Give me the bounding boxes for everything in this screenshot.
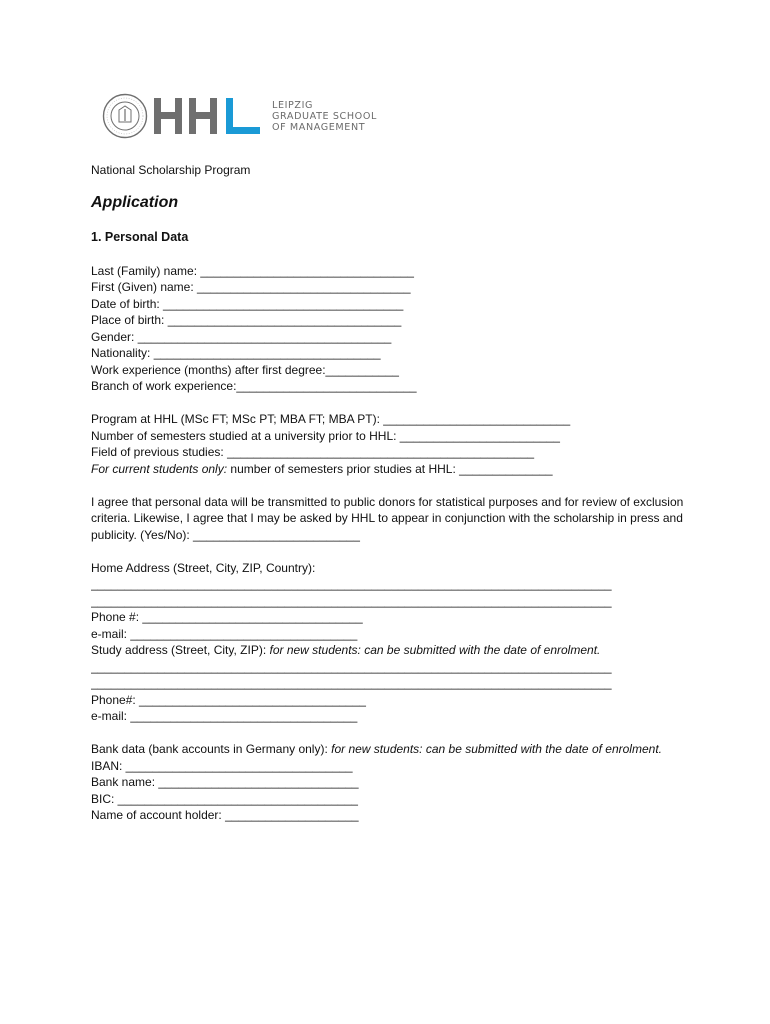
place-of-birth-field[interactable]: Place of birth: ___________________________________ — [91, 313, 402, 327]
study-address-label — [91, 642, 691, 659]
current-students-note: For current students only: — [91, 461, 228, 476]
logo-line: OF MANAGEMENT — [272, 121, 366, 133]
logo-line: LEIPZIG — [272, 99, 314, 111]
home-email-field[interactable]: e-mail: __________________________________ — [91, 626, 358, 641]
iban-field[interactable]: IBAN: __________________________________ — [91, 758, 353, 773]
nationality-field[interactable]: Nationality: __________________________________ — [91, 346, 381, 360]
home-address-line[interactable]: ______________________________________________________________________________ — [91, 593, 612, 608]
home-address-label: Home Address (Street, City, ZIP, Country): — [91, 560, 316, 575]
last-name-field[interactable]: Last (Family) name: ________________________________ — [91, 263, 414, 278]
bic-field[interactable]: BIC: ____________________________________ — [91, 791, 358, 806]
consent-block — [91, 494, 691, 544]
work-branch-field[interactable]: Branch of work experience:___________________________ — [91, 379, 417, 393]
semesters-prior-field[interactable]: Number of semesters studied at a university prior to HHL: ________________________ — [91, 428, 560, 443]
study-email-field[interactable]: e-mail: __________________________________ — [91, 709, 358, 723]
gender-field[interactable]: Gender: ______________________________________ — [91, 329, 392, 344]
bank-data-text: Bank data (bank accounts in Germany only): — [91, 742, 332, 756]
hhl-wordmark-icon — [154, 96, 264, 136]
personal-data-fields — [91, 263, 691, 395]
study-address-note: for new students: can be submitted with the date of enrolment. — [269, 643, 601, 657]
current-students-field[interactable] — [91, 461, 691, 478]
bank-data-block — [91, 741, 691, 824]
school-name — [272, 100, 377, 133]
bank-name-field[interactable]: Bank name: ______________________________ — [91, 775, 359, 789]
consent-text[interactable]: I agree that personal data will be transmitted to public donors for statistical purposes and for review of exclusion criteria. Likewise, I agree that I may be asked by HHL to appear in conjunction with the scholarship in press and publicity. (Yes/No): _________________________ — [91, 494, 684, 542]
work-experience-field[interactable]: Work experience (months) after first degree:___________ — [91, 362, 399, 377]
previous-studies-field[interactable]: Field of previous studies: ______________________________________________ — [91, 445, 535, 459]
study-address-line[interactable]: ______________________________________________________________________________ — [91, 659, 612, 674]
program-title: National Scholarship Program — [91, 163, 251, 177]
first-name-field[interactable]: First (Given) name: ________________________________ — [91, 280, 411, 294]
program-field[interactable]: Program at HHL (MSc FT; MSc PT; MBA FT; MBA PT): ____________________________ — [91, 412, 571, 426]
hhl-logo — [102, 92, 377, 140]
section-title: 1. Personal Data — [91, 230, 189, 244]
home-phone-field[interactable]: Phone #: _________________________________ — [91, 610, 363, 624]
account-holder-field[interactable]: Name of account holder: ____________________ — [91, 808, 359, 822]
bank-data-note: for new students: can be submitted with the date of enrolment. — [331, 742, 662, 756]
date-of-birth-field[interactable]: Date of birth: ____________________________________ — [91, 296, 404, 311]
document-title: Application — [91, 193, 179, 211]
study-address-text: Study address (Street, City, ZIP): — [91, 643, 270, 657]
program-fields — [91, 411, 691, 477]
bank-data-label — [91, 741, 691, 758]
logo-line: GRADUATE SCHOOL — [272, 110, 377, 122]
hhl-seal-icon — [102, 93, 148, 139]
home-address-line[interactable]: ______________________________________________________________________________ — [91, 577, 612, 591]
form-content — [91, 162, 691, 840]
home-address-block — [91, 560, 691, 725]
study-phone-field[interactable]: Phone#: __________________________________ — [91, 692, 366, 707]
current-students-label: number of semesters prior studies at HHL: ______________ — [227, 461, 553, 476]
study-address-line[interactable]: ______________________________________________________________________________ — [91, 676, 612, 690]
